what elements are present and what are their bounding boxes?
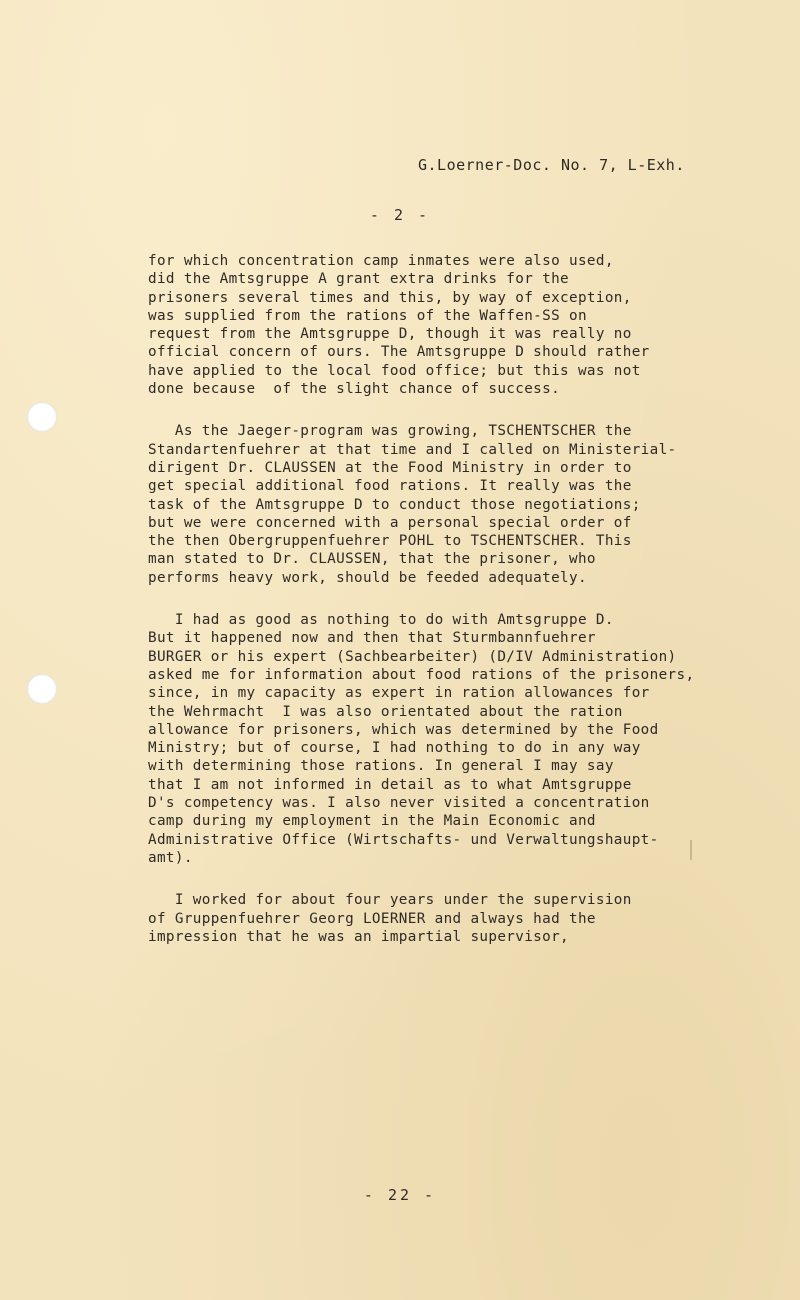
text-line: As the Jaeger-program was growing, TSCHENTSCHER the (148, 423, 632, 440)
text-line: Administrative Office (Wirtschafts- und Verwaltungshaupt- (148, 831, 659, 848)
text-line: but we were concerned with a personal special order of (148, 514, 632, 531)
paper-mark (690, 840, 692, 860)
page-number-bottom: - 22 - (363, 1186, 437, 1204)
text-line: the then Obergruppenfuehrer POHL to TSCHENTSCHER. This (148, 533, 632, 550)
text-line: prisoners several times and this, by way of exception, (148, 289, 632, 306)
text-line: D's competency was. I also never visited a concentration (148, 795, 650, 812)
text-line: have applied to the local food office; but this was not (148, 362, 641, 379)
text-line: But it happened now and then that Sturmbannfuehrer (148, 630, 596, 647)
text-line: amt). (148, 849, 193, 866)
text-line: impression that he was an impartial supervisor, (148, 928, 569, 945)
paragraph-1 (148, 252, 788, 398)
text-line: I worked for about four years under the supervision (148, 892, 632, 909)
punch-hole (27, 402, 57, 432)
text-line: man stated to Dr. CLAUSSEN, that the prisoner, who (148, 551, 596, 568)
text-line: since, in my capacity as expert in ration allowances for (148, 685, 650, 702)
text-line: that I am not informed in detail as to what Amtsgruppe (148, 776, 632, 793)
text-line: Ministry; but of course, I had nothing to do in any way (148, 740, 641, 757)
text-line: was supplied from the rations of the Waffen-SS on (148, 307, 587, 324)
text-line: Standartenfuehrer at that time and I called on Ministerial- (148, 441, 677, 458)
text-line: allowance for prisoners, which was determined by the Food (148, 721, 659, 738)
text-line: of Gruppenfuehrer Georg LOERNER and always had the (148, 910, 596, 927)
text-line: with determining those rations. In general I may say (148, 758, 614, 775)
paragraph-4 (148, 891, 788, 946)
body-text (148, 252, 788, 970)
paragraph-3 (148, 611, 788, 867)
text-line: camp during my employment in the Main Economic and (148, 813, 596, 830)
text-line: did the Amtsgruppe A grant extra drinks for the (148, 271, 569, 288)
text-line: for which concentration camp inmates were also used, (148, 253, 614, 269)
text-line: I had as good as nothing to do with Amtsgruppe D. (148, 612, 614, 629)
text-line: task of the Amtsgruppe D to conduct those negotiations; (148, 496, 641, 513)
text-line: the Wehrmacht I was also orientated about the ration (148, 703, 623, 720)
document-reference: G.Loerner-Doc. No. 7, L-Exh. (418, 156, 685, 174)
text-line: BURGER or his expert (Sachbearbeiter) (D/IV Administration) (148, 648, 677, 665)
page-number-top: - 2 - (369, 206, 431, 224)
text-line: get special additional food rations. It really was the (148, 478, 632, 495)
punch-hole (27, 674, 57, 704)
text-line: dirigent Dr. CLAUSSEN at the Food Ministry in order to (148, 459, 632, 476)
text-line: performs heavy work, should be feeded adequately. (148, 569, 587, 586)
text-line: done because of the slight chance of success. (148, 381, 561, 398)
text-line: asked me for information about food rations of the prisoners, (148, 666, 695, 683)
paragraph-2 (148, 422, 788, 587)
text-line: official concern of ours. The Amtsgruppe D should rather (148, 344, 650, 361)
text-line: request from the Amtsgruppe D, though it was really no (148, 326, 632, 343)
